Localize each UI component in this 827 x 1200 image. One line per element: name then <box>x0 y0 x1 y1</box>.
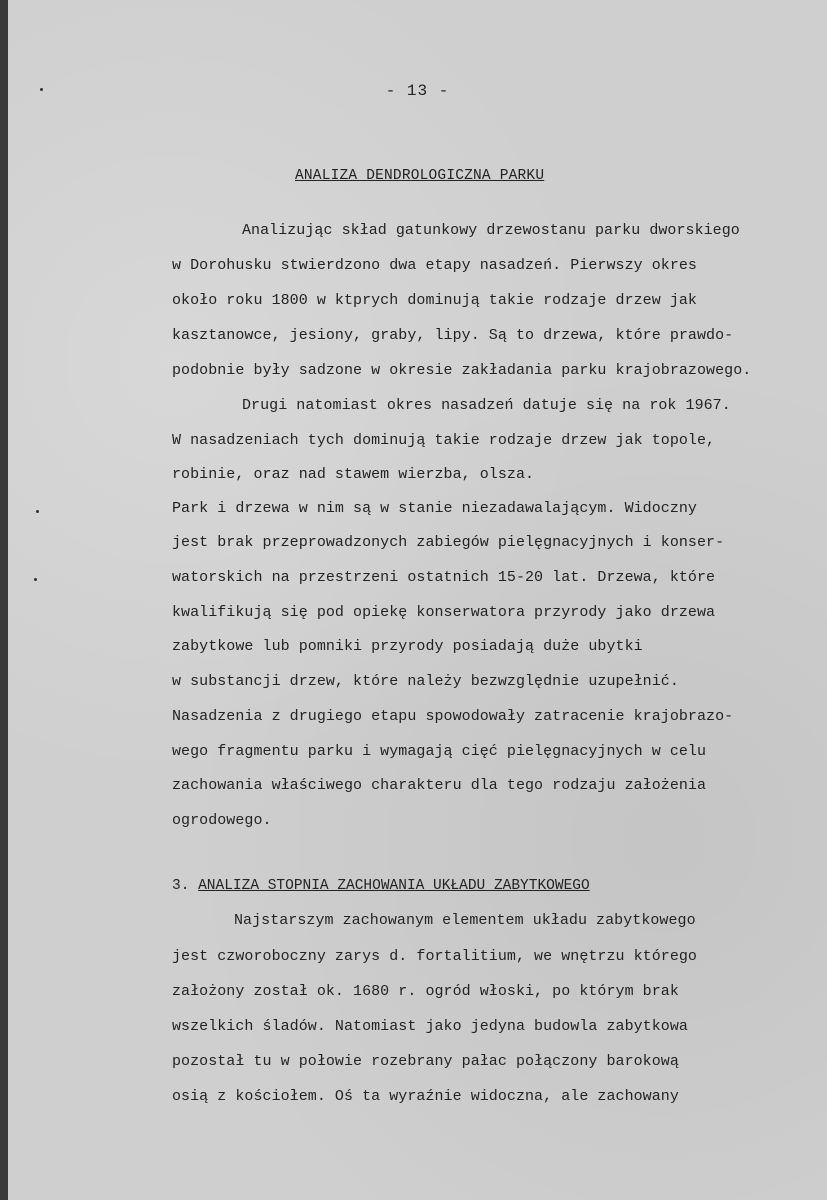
text-line: Analizując skład gatunkowy drzewostanu parku dworskiego <box>242 222 740 239</box>
text-line: zachowania właściwego charakteru dla tego rodzaju założenia <box>172 777 707 794</box>
text-line: osią z kościołem. Oś ta wyraźnie widoczna, ale zachowany <box>172 1088 679 1105</box>
text-line: zabytkowe lub pomniki przyrody posiadają duże ubytki <box>172 638 643 655</box>
text-line: Park i drzewa w nim są w stanie niezadawalającym. Widoczny <box>172 500 697 517</box>
text-line: kwalifikują się pod opiekę konserwatora przyrody jako drzewa <box>172 604 716 621</box>
text-line: W nasadzeniach tych dominują takie rodzaje drzew jak topole, <box>172 432 716 449</box>
page-number: - 13 - <box>385 82 450 100</box>
text-line: jest brak przeprowadzonych zabiegów pielęgnacyjnych i konser- <box>172 534 725 551</box>
section-number: 3. <box>172 878 190 894</box>
text-line: kasztanowce, jesiony, graby, lipy. Są to drzewa, które prawdo- <box>172 327 734 344</box>
text-line: około roku 1800 w ktprych dominują takie rodzaje drzew jak <box>172 292 697 309</box>
text-line: Drugi natomiast okres nasadzeń datuje się na rok 1967. <box>242 397 731 414</box>
text-line: podobnie były sadzone w okresie zakładania parku krajobrazowego. <box>172 362 752 379</box>
text-line: w Dorohusku stwierdzono dwa etapy nasadzeń. Pierwszy okres <box>172 257 697 274</box>
text-line: wego fragmentu parku i wymagają cięć pielęgnacyjnych w celu <box>172 743 707 760</box>
section-title <box>172 878 590 894</box>
document-page <box>8 0 827 1200</box>
text-line: Nasadzenia z drugiego etapu spowodowały zatracenie krajobrazo- <box>172 708 734 725</box>
text-line: pozostał tu w połowie rozebrany pałac połączony barokową <box>172 1053 679 1070</box>
text-line: ogrodowego. <box>172 812 272 829</box>
text-line: Najstarszym zachowanym elementem układu zabytkowego <box>234 912 696 929</box>
section-heading: ANALIZA DENDROLOGICZNA PARKU <box>295 168 545 184</box>
text-line: w substancji drzew, które należy bezwzględnie uzupełnić. <box>172 673 679 690</box>
margin-speck <box>34 578 37 581</box>
section-title-text: ANALIZA STOPNIA ZACHOWANIA UKŁADU ZABYTKOWEGO <box>198 878 590 894</box>
text-line: jest czworoboczny zarys d. fortalitium, we wnętrzu którego <box>172 948 697 965</box>
text-line: wszelkich śladów. Natomiast jako jedyna budowla zabytkowa <box>172 1018 688 1035</box>
margin-speck <box>36 510 39 513</box>
text-line: założony został ok. 1680 r. ogród włoski, po którym brak <box>172 983 679 1000</box>
margin-speck <box>40 88 43 91</box>
text-line: watorskich na przestrzeni ostatnich 15-20 lat. Drzewa, które <box>172 569 716 586</box>
text-line: robinie, oraz nad stawem wierzba, olsza. <box>172 466 535 483</box>
